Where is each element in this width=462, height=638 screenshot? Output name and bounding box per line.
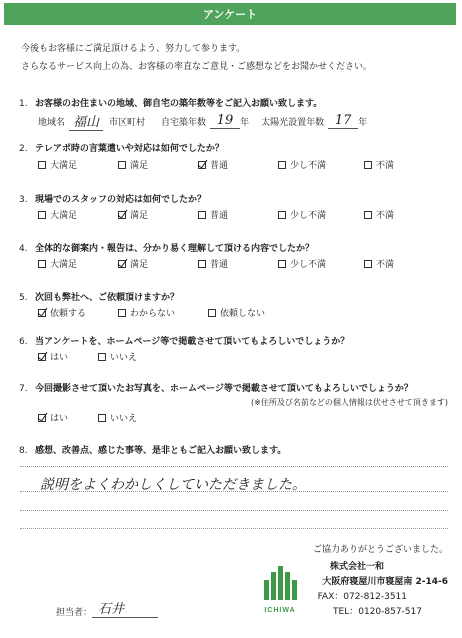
q6-option-no[interactable]: いいえ	[98, 350, 137, 363]
checkbox[interactable]	[198, 211, 206, 219]
q4-option-satisfied[interactable]: 満足	[118, 257, 198, 270]
company-tel: TEL：0120-857-517	[333, 607, 422, 617]
question-5: 5. 次回も弊社へ、ご依頼頂けますか？	[19, 293, 180, 303]
q4-option-very-satisfied[interactable]: 大満足	[38, 257, 118, 270]
checkbox[interactable]	[38, 211, 46, 219]
question-3: 3. 現場でのスタッフの対応は如何でしたか？	[19, 195, 207, 205]
q3-option-satisfied[interactable]: 満足	[118, 208, 198, 221]
question-6-options	[38, 350, 137, 363]
home-age-unit: 年	[240, 117, 250, 128]
checkbox[interactable]	[38, 161, 46, 169]
comment-line	[20, 510, 448, 511]
q3-option-neutral[interactable]: 普通	[198, 208, 278, 221]
checkbox[interactable]	[98, 414, 106, 422]
company-fax: FAX：072-812-3511	[317, 592, 407, 602]
q3-option-very-satisfied[interactable]: 大満足	[38, 208, 118, 221]
checkbox-checked[interactable]	[38, 353, 46, 361]
checkbox[interactable]	[364, 260, 372, 268]
checkbox[interactable]	[278, 211, 286, 219]
checkbox[interactable]	[208, 309, 216, 317]
comment-line	[20, 491, 448, 492]
checkbox-checked[interactable]	[38, 309, 46, 317]
checkbox-checked[interactable]	[38, 414, 46, 422]
checkbox-checked[interactable]	[118, 260, 126, 268]
question-7: 7. 今回撮影させて頂いたお写真を、ホームページ等で掲載させて頂いてもよろしいでしょうか？	[19, 384, 413, 394]
intro-line-2: さらなるサービス向上の為、お客様の率直なご意見・ご感想などをお聞かせください。	[21, 62, 373, 72]
q4-option-neutral[interactable]: 普通	[198, 257, 278, 270]
logo-text: ICHIWA	[264, 607, 296, 614]
checkbox[interactable]	[364, 211, 372, 219]
question-2: 2. テレアポ時の言葉遣いや対応は如何でしたか？	[19, 144, 224, 154]
q5-option-no-request[interactable]: 依頼しない	[208, 306, 265, 319]
comment-line	[20, 466, 448, 467]
survey-title: アンケート	[202, 8, 258, 21]
q2-option-very-satisfied[interactable]: 大満足	[38, 158, 118, 171]
question-2-options	[38, 158, 394, 171]
q3-option-slightly-dissatisfied[interactable]: 少し不満	[278, 208, 364, 221]
solar-years-value[interactable]: 17	[328, 113, 358, 129]
checkbox[interactable]	[278, 260, 286, 268]
intro-line-1: 今後もお客様にご満足頂けるよう、努力して参ります。	[21, 44, 246, 54]
q7-option-yes[interactable]: はい	[38, 411, 98, 424]
question-1-answers	[38, 111, 367, 131]
q7-option-no[interactable]: いいえ	[98, 411, 137, 424]
checkbox[interactable]	[38, 260, 46, 268]
comment-line	[20, 528, 448, 529]
area-suffix: 市区町村	[109, 117, 146, 128]
home-age-value[interactable]: 19	[210, 113, 240, 129]
q5-option-unsure[interactable]: わからない	[118, 306, 208, 319]
company-name: 株式会社一和	[329, 562, 384, 572]
question-4-options	[38, 257, 394, 270]
checkbox[interactable]	[198, 260, 206, 268]
survey-header	[4, 3, 456, 25]
q4-option-dissatisfied[interactable]: 不満	[364, 257, 394, 270]
solar-years-unit: 年	[358, 117, 368, 128]
checkbox[interactable]	[364, 161, 372, 169]
q2-option-neutral[interactable]: 普通	[198, 158, 278, 171]
question-7-options	[38, 411, 137, 424]
question-6: 6. 当アンケートを、ホームページ等で掲載させて頂いてもよろしいでしょうか？	[19, 337, 350, 347]
thanks-text: ご協力ありがとうございました。	[312, 545, 448, 555]
checkbox-checked[interactable]	[118, 211, 126, 219]
company-address: 大阪府寝屋川市寝屋南 2-14-6	[322, 577, 448, 587]
home-age-label: 自宅築年数	[161, 117, 207, 128]
building-bars-icon	[258, 560, 302, 616]
q4-option-slightly-dissatisfied[interactable]: 少し不満	[278, 257, 364, 270]
staff-signature	[56, 598, 158, 618]
q5-option-request[interactable]: 依頼する	[38, 306, 118, 319]
area-label: 地域名	[38, 117, 66, 128]
q2-option-satisfied[interactable]: 満足	[118, 158, 198, 171]
q2-option-slightly-dissatisfied[interactable]: 少し不満	[278, 158, 364, 171]
privacy-note: (※住所及び名前などの個人情報は伏せさせて頂きます)	[251, 398, 448, 407]
checkbox-checked[interactable]	[198, 161, 206, 169]
checkbox[interactable]	[118, 309, 126, 317]
staff-name[interactable]: 石井	[92, 598, 158, 618]
q6-option-yes[interactable]: はい	[38, 350, 98, 363]
q2-option-dissatisfied[interactable]: 不満	[364, 158, 394, 171]
question-4: 4. 全体的な御案内・報告は、分かり易く理解して頂ける内容でしたか？	[19, 244, 315, 254]
comment-text[interactable]: 説明をよくわかしくしていただきました。	[40, 477, 306, 493]
question-3-options	[38, 208, 394, 221]
question-8: 8. 感想、改善点、感じた事等、是非ともご記入お願い致します。	[19, 446, 287, 456]
solar-years-label: 太陽光設置年数	[261, 117, 325, 128]
checkbox[interactable]	[98, 353, 106, 361]
area-value[interactable]: 福山	[69, 111, 103, 131]
staff-label: 担当者：	[56, 608, 93, 618]
question-5-options	[38, 306, 265, 319]
checkbox[interactable]	[278, 161, 286, 169]
checkbox[interactable]	[118, 161, 126, 169]
q3-option-dissatisfied[interactable]: 不満	[364, 208, 394, 221]
question-1: 1. お客様のお住まいの地域、御自宅の築年数等をご記入お願い致します。	[19, 99, 323, 109]
